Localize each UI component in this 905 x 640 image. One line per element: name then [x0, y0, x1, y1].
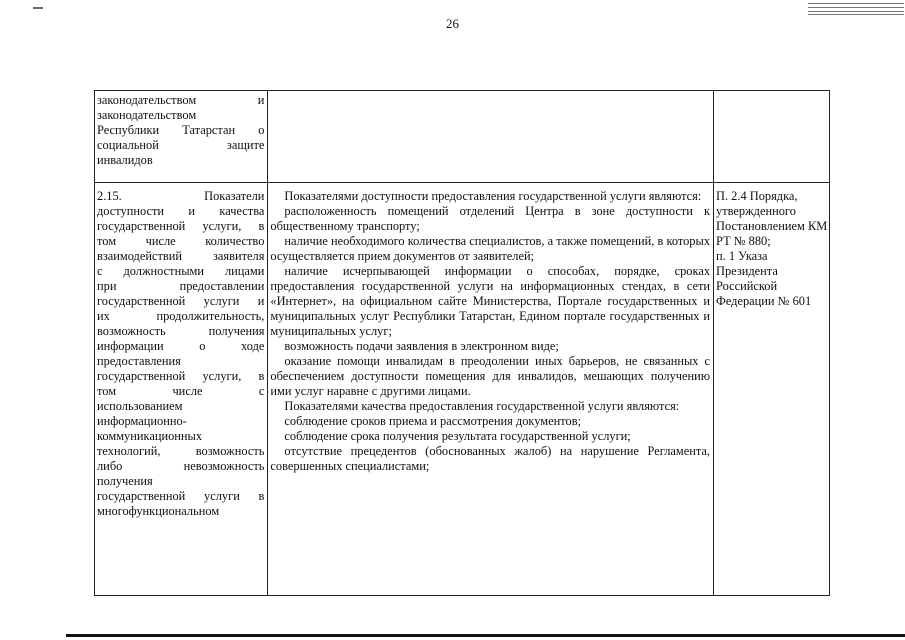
table-cell-content — [268, 91, 714, 183]
cell-paragraphs — [270, 189, 710, 474]
text-line: предоставления — [97, 354, 181, 368]
table-cell-requirement — [95, 183, 268, 596]
paragraph: Показателями доступности предоставления государственной услуги являются: — [284, 189, 702, 203]
text-line: коммуникационных — [97, 429, 203, 443]
table-cell-basis — [714, 91, 830, 183]
text-line: 2.15. Показатели — [97, 189, 265, 203]
text-line: взаимодействий заявителя — [97, 249, 265, 263]
text-line: их продолжительность, — [97, 309, 265, 323]
text-line: П. 2.4 Порядка, — [716, 189, 798, 203]
cell-text-lines — [97, 93, 264, 168]
text-line: государственной услуги и — [97, 294, 265, 308]
table-cell-basis — [714, 183, 830, 596]
paragraph: Показателями качества предоставления государственной услуги являются: — [284, 399, 680, 413]
table-row — [95, 91, 830, 183]
paragraph: соблюдение сроков приема и рассмотрения документов; — [284, 414, 582, 428]
regulation-table — [94, 90, 830, 596]
text-line: государственной услуги в — [97, 489, 265, 503]
page-number: 26 — [446, 16, 459, 31]
text-line: информации о ходе — [97, 339, 265, 353]
text-line: с должностными лицами — [97, 264, 265, 278]
text-line: доступности и качества — [97, 204, 265, 218]
scan-artifact-mark — [33, 7, 43, 9]
text-line: многофункциональном — [97, 504, 220, 518]
paragraph: отсутствие прецедентов (обоснованных жалоб) на нарушение Регламента, совершенных специалистами; — [270, 444, 711, 473]
paragraph: расположенность помещений отделений Центра в зоне доступности к общественному транспорту; — [270, 204, 711, 233]
text-line: законодательством — [97, 108, 197, 122]
text-line: государственной услуги, в — [97, 369, 265, 383]
cell-text-lines — [97, 189, 264, 519]
page-bottom-rule — [66, 634, 905, 637]
text-line: законодательством и — [97, 93, 265, 107]
paragraph: наличие исчерпывающей информации о способах, порядке, сроках предоставления государственной услуги на информационных стендах, в сети «Интернет», на официальном сайте Министерства, Портале государственных и муниципальных услуг Республики Татарстан, Едином портале государственных и муниципальных услуг; — [270, 264, 711, 338]
table-cell-requirement — [95, 91, 268, 183]
text-line: утвержденного — [716, 204, 796, 218]
text-line: возможность получения — [97, 324, 265, 338]
table-row — [95, 183, 830, 596]
text-line: Президента — [716, 264, 778, 278]
text-line: том числе с — [97, 384, 265, 398]
text-line: п. 1 Указа — [716, 249, 768, 263]
text-line: социальной защите — [97, 138, 265, 152]
text-line: Республики Татарстан о — [97, 123, 265, 137]
text-line: при предоставлении — [97, 279, 265, 293]
cell-text-lines — [716, 189, 826, 309]
text-line: Постановлением КМ — [716, 219, 828, 233]
paragraph: возможность подачи заявления в электронном виде; — [284, 339, 559, 353]
paragraph: соблюдение срока получения результата государственной услуги; — [284, 429, 631, 443]
text-line: том числе количество — [97, 234, 265, 248]
text-line: РТ № 880; — [716, 234, 771, 248]
text-line: государственной услуги, в — [97, 219, 265, 233]
text-line: получения — [97, 474, 153, 488]
text-line: либо невозможность — [97, 459, 265, 473]
text-line: информационно- — [97, 414, 187, 428]
table-cell-content — [268, 183, 714, 596]
text-line: Российской — [716, 279, 778, 293]
text-line: инвалидов — [97, 153, 153, 167]
paragraph: наличие необходимого количества специалистов, а также помещений, в которых осуществляется прием документов от заявителей; — [270, 234, 711, 263]
paragraph: оказание помощи инвалидам в преодолении иных барьеров, не связанных с обеспечением доступности помещения для инвалидов, мешающих получению ими услуг наравне с другими лицами. — [270, 354, 711, 398]
text-line: технологий, возможность — [97, 444, 265, 458]
scan-artifact-lines — [808, 3, 904, 15]
text-line: использованием — [97, 399, 183, 413]
text-line: Федерации № 601 — [716, 294, 812, 308]
